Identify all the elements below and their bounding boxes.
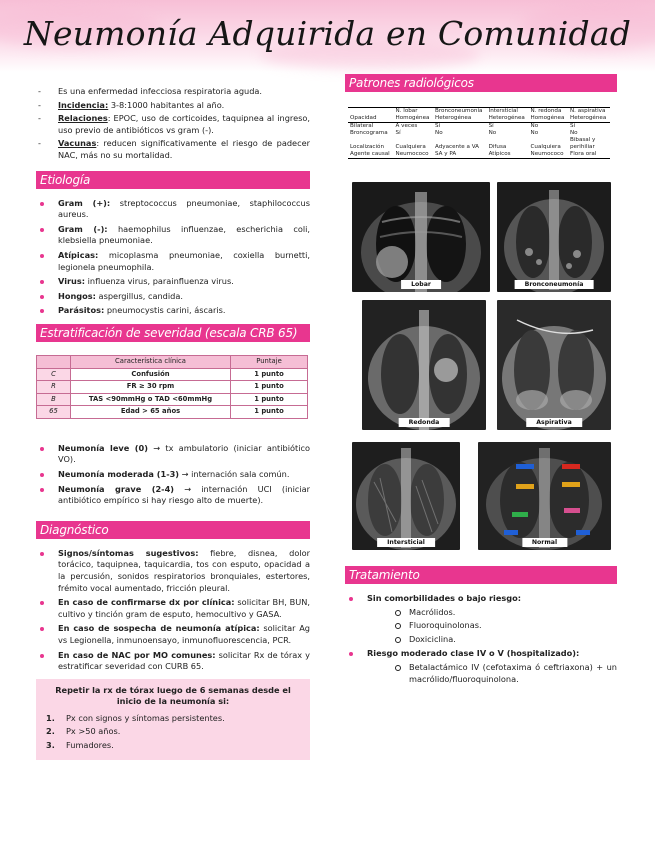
table-cell: Difusa: [488, 144, 507, 150]
page-title: Neumonía Adquirida en Comunidad: [23, 14, 632, 53]
table-cell: perihiliar: [570, 144, 595, 150]
intro-label: Relaciones: [58, 113, 108, 124]
table-cell: Homogénea: [529, 115, 568, 123]
table-cell: 1 punto: [231, 381, 308, 394]
xray-caption: Intersticial: [377, 538, 435, 547]
table-cell: No: [488, 130, 497, 136]
item-label: En caso de confirmarse dx por clínica:: [58, 597, 235, 608]
item-label: Atípicas:: [58, 249, 99, 260]
item-text: Px >50 años.: [66, 726, 121, 737]
list-item: Macrólidos.: [367, 607, 617, 619]
table-cell: Broncograma: [350, 130, 388, 136]
item-text: aspergillus, candida.: [95, 290, 183, 301]
xray-caption: Bronconeumonía: [515, 280, 594, 289]
list-item: [44, 713, 302, 725]
table-cell: Localización: [350, 144, 385, 150]
item-number: 2.: [46, 726, 55, 737]
item-text: solicitar Ag vs Legionella, inmunoensayo, inmunofluorescencia, PCR.: [58, 623, 310, 645]
table-row: [37, 381, 308, 394]
item-label: Hongos:: [58, 290, 96, 301]
table-cell: No: [530, 123, 539, 129]
section-header-diagnostico: Diagnóstico: [36, 521, 310, 539]
table-cell: TAS <90mmHg o TAD <60mmHg: [71, 393, 231, 406]
chest-xray-icon: [362, 300, 486, 430]
xray-intersticial: [352, 442, 460, 550]
table-cell: Bilateral: [350, 123, 374, 129]
table-cell: C: [37, 368, 71, 381]
list-item: [36, 276, 310, 288]
table-row: [348, 137, 610, 144]
table-cell: [348, 137, 394, 144]
item-text: → internación sala común.: [179, 469, 290, 480]
list-item: [36, 113, 310, 136]
xray-redonda: [362, 300, 486, 430]
item-number: 1.: [46, 712, 55, 723]
table-header-cell: Intersticial: [487, 108, 529, 116]
item-text: haemophilus influenzae, escherichia coli, klebsiella pneumoniae.: [58, 223, 310, 246]
table-cell: Sí: [488, 123, 494, 129]
table-header-cell: Bronconeumonía: [433, 108, 487, 116]
table-cell: Neumococo: [394, 151, 433, 159]
left-column: [36, 86, 310, 760]
table-cell: 65: [37, 406, 71, 419]
item-label: Gram (-):: [58, 223, 108, 234]
table-cell: No: [530, 130, 539, 136]
list-item: [36, 443, 310, 466]
diagnostico-list: [36, 548, 310, 673]
list-item: [36, 305, 310, 317]
repeat-xray-box: [36, 679, 310, 760]
section-header-tratamiento: Tratamiento: [345, 566, 617, 584]
item-text: → internación UCI (iniciar antibiótico empírico si hay riesgo alto de muerte).: [58, 483, 310, 506]
table-cell: No: [570, 130, 578, 136]
xray-caption: Redonda: [399, 418, 450, 427]
table-cell: Opacidad: [348, 115, 394, 123]
section-header-etiologia: Etiología: [36, 171, 310, 189]
intro-text: : EPOC, uso de corticoides, taquipnea al ingreso, uso previo de antibióticos vs gram (-).: [58, 113, 310, 135]
repeat-title: Repetir la rx de tórax luego de 6 semanas desde el inicio de la neumonía si:: [55, 684, 291, 706]
list-item: [36, 138, 310, 161]
item-label: En caso de NAC por MO comunes:: [58, 649, 216, 660]
chest-xray-icon: [497, 182, 611, 292]
table-header-row: [37, 355, 308, 368]
table-header-cell: [348, 108, 394, 116]
table-cell: No: [435, 130, 443, 136]
list-item: Doxiciclina.: [367, 634, 617, 646]
list-item: Betalactámico IV (cefotaxima ó ceftriaxona) + un macrólido/fluoroquinolona.: [367, 662, 617, 685]
item-text: pneumocystis carini, áscaris.: [104, 305, 226, 316]
table-cell: Cualquiera: [530, 144, 561, 150]
item-label: Neumonía grave (2-4): [58, 483, 175, 494]
list-item: [36, 597, 310, 620]
table-header-cell: N. lobar: [394, 108, 433, 116]
table-header-cell: N. aspirativa: [568, 108, 610, 116]
xray-lobar: [352, 182, 490, 292]
severity-levels-list: [36, 443, 310, 507]
item-label: Neumonía moderada (1-3): [58, 469, 180, 480]
item-text: streptococcus pneumoniae, staphilococcus aureus.: [58, 197, 310, 220]
table-cell: SA y PA: [433, 151, 487, 159]
table-cell: A veces: [395, 123, 418, 129]
table-cell: Sí: [570, 123, 576, 129]
xray-caption: Lobar: [401, 280, 441, 289]
item-number: 3.: [46, 739, 55, 750]
item-text: influenza virus, parainfluenza virus.: [85, 276, 234, 287]
list-item: [44, 726, 302, 738]
table-cell: Confusión: [71, 368, 231, 381]
item-label: Virus:: [58, 276, 86, 287]
table-row: [348, 123, 610, 131]
intro-text: : reducen significativamente el riesgo de padecer NAC, más no su mortalidad.: [58, 138, 310, 160]
list-item: [36, 291, 310, 303]
patterns-table: [348, 107, 610, 159]
list-item: [36, 86, 310, 98]
list-item: [345, 648, 617, 685]
table-cell: [394, 137, 433, 144]
list-item: [36, 469, 310, 481]
table-row: [348, 130, 610, 137]
list-item: [345, 593, 617, 645]
table-row: [37, 368, 308, 381]
intro-list: [36, 86, 310, 162]
list-item: Fluoroquinolonas.: [367, 620, 617, 632]
patterns-table-wrap: [348, 107, 610, 159]
table-cell: [529, 137, 568, 144]
table-row: [37, 393, 308, 406]
list-item: [36, 548, 310, 594]
item-label: En caso de sospecha de neumonía atípica:: [58, 623, 260, 634]
item-label: Neumonía leve (0): [58, 442, 148, 453]
table-cell: Adyacente a VA: [435, 144, 480, 150]
table-header-cell: [37, 355, 71, 368]
item-text: solicitar Rx de tórax y estratificar severidad con CURB 65.: [58, 649, 310, 672]
right-column-tratamiento: [345, 566, 617, 688]
item-text: Fumadores.: [66, 739, 114, 750]
item-label: Gram (+):: [58, 197, 111, 208]
item-label: Parásitos:: [58, 305, 105, 316]
table-cell: Heterogénea: [568, 115, 610, 123]
table-cell: 1 punto: [231, 368, 308, 381]
table-cell: Edad > 65 años: [71, 406, 231, 419]
sublist: [367, 662, 617, 685]
item-text: fiebre, disnea, dolor torácico, taquipnea, taquicardia, tos con esputo, opacidad a la percusión, sonidos respiratorios bronquiales, estertores, frémito vocal aumentado, fricción pleural.: [58, 547, 310, 593]
table-cell: Heterogénea: [433, 115, 487, 123]
table-cell: Bibasal y: [570, 137, 596, 143]
intro-text: 3-8:1000 habitantes al año.: [108, 99, 225, 110]
item-label: Signos/síntomas sugestivos:: [58, 547, 199, 558]
table-header-row: [348, 108, 610, 116]
chest-xray-icon: [497, 300, 611, 430]
table-cell: Heterogénea: [487, 115, 529, 123]
table-header-cell: Puntaje: [231, 355, 308, 368]
section-header-estratificacion: Estratificación de severidad (escala CRB 65): [36, 324, 310, 342]
intro-label: Incidencia:: [58, 99, 109, 110]
item-text: solicitar BH, BUN, cultivo y tinción gram de esputo, hemocultivo y GASA.: [58, 597, 310, 619]
table-cell: Homogénea: [394, 115, 433, 123]
table-cell: 1 punto: [231, 406, 308, 419]
table-cell: Agente causal: [348, 151, 394, 159]
table-cell: [433, 137, 487, 144]
table-cell: Cualquiera: [395, 144, 426, 150]
item-label: Riesgo moderado clase IV o V (hospitalizado):: [367, 648, 580, 659]
table-row: [348, 151, 610, 159]
xray-caption: Normal: [522, 538, 567, 547]
table-cell: Sí: [435, 123, 441, 129]
list-item: [36, 224, 310, 247]
item-text: Px con signos y síntomas persistentes.: [66, 712, 225, 723]
intro-label: Vacunas: [58, 138, 97, 149]
xray-bronconeumonia: [497, 182, 611, 292]
list-item: [36, 623, 310, 646]
section-header-patrones: Patrones radiológicos: [345, 74, 617, 92]
xray-caption: Aspirativa: [526, 418, 582, 427]
chest-xray-icon: [352, 442, 460, 550]
table-row: [348, 144, 610, 151]
table-cell: Flora oral: [568, 151, 610, 159]
table-cell: B: [37, 393, 71, 406]
table-header-cell: N. redonda: [529, 108, 568, 116]
tratamiento-list: [345, 593, 617, 685]
table-header-cell: Característica clínica: [71, 355, 231, 368]
table-cell: Sí: [395, 130, 401, 136]
table-cell: Atípicos: [487, 151, 529, 159]
list-item: [36, 250, 310, 273]
sublist: [367, 607, 617, 646]
table-row: [37, 406, 308, 419]
table-row: [348, 115, 610, 123]
table-cell: R: [37, 381, 71, 394]
item-label: Sin comorbilidades o bajo riesgo:: [367, 593, 522, 603]
chest-xray-icon: [352, 182, 490, 292]
table-cell: Neumococo: [529, 151, 568, 159]
item-text: micoplasma pneumoniae, coxiella burnetti, legionela pneumophila.: [58, 249, 310, 272]
xray-aspirativa: [497, 300, 611, 430]
intro-text: Es una enfermedad infecciosa respiratoria aguda.: [58, 86, 263, 96]
list-item: [36, 100, 310, 112]
etiologia-list: [36, 198, 310, 317]
list-item: [36, 198, 310, 221]
list-item: [36, 650, 310, 673]
crb65-table: [36, 355, 308, 419]
list-item: [36, 484, 310, 507]
table-cell: 1 punto: [231, 393, 308, 406]
chest-xray-annotated-icon: [478, 442, 611, 550]
table-cell: [487, 137, 529, 144]
repeat-list: [44, 713, 302, 752]
item-text: → tx ambulatorio (iniciar antibiótico VO).: [58, 442, 311, 465]
xray-normal: [478, 442, 611, 550]
list-item: [44, 740, 302, 752]
table-cell: FR ≥ 30 rpm: [71, 381, 231, 394]
